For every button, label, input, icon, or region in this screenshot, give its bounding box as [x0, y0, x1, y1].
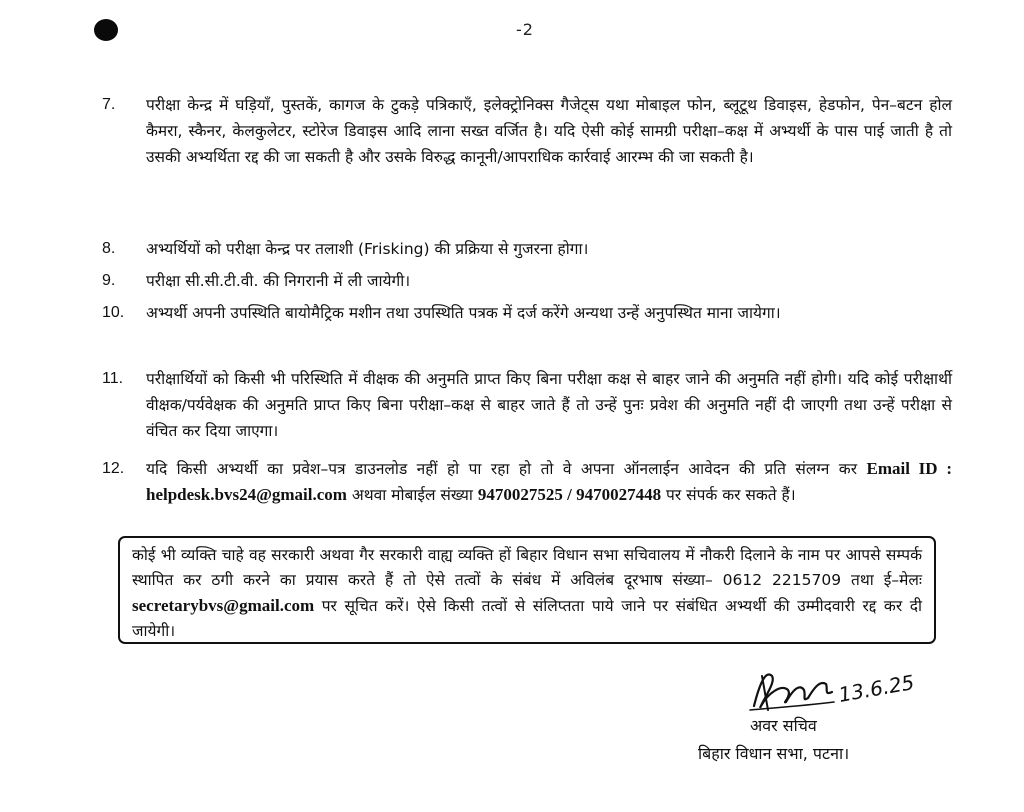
notice-text: पर सूचित करें। ऐसे किसी तत्वों से संलिप्तता पाये जाने पर संबंधित अभ्यर्थी की उम्मीदवारी रद्द कर दी जायेगी। [132, 597, 922, 640]
instruction-item [102, 236, 952, 262]
signature-block [698, 662, 938, 772]
instruction-item [102, 366, 952, 444]
page-number: -2 [516, 20, 534, 39]
item-number: 8. [102, 240, 116, 257]
secretary-email: secretarybvs@gmail.com [132, 596, 315, 615]
warning-notice-box [118, 536, 936, 644]
signatory-office: बिहार विधान सभा, पटना। [698, 744, 850, 763]
item-text: परीक्षा केन्द्र में घड़ियाँ, पुस्तकें, कागज के टुकड़े पत्रिकाएँ, इलेक्ट्रोनिक्स गैजेट्स यथा मोबाइल फोन, ब्लूटूथ डिवाइस, हेडफोन, पेन–बटन होल कैमरा, स्कैनर, केलकुलेटर, स्टोरेज डिवाइस आदि लाना सख्त वर्जित है। यदि ऐसी कोई सामग्री परीक्षा–कक्ष में अभ्यर्थी के पास पाई जाती है तो उसकी अभ्यर्थिता रद्द की जा सकती है और उसके विरुद्ध कानूनी/आपराधिक कार्रवाई आरम्भ की जा सकती है। [146, 96, 952, 166]
signatory-designation: अवर सचिव [750, 716, 817, 735]
instruction-item [102, 300, 952, 326]
instruction-item [102, 456, 952, 508]
item-text: परीक्षार्थियों को किसी भी परिस्थिति में वीक्षक की अनुमति प्राप्त किए बिना परीक्षा कक्ष से बाहर जाने की अनुमति नहीं होगी। यदि कोई परीक्षार्थी वीक्षक/पर्यवेक्षक की अनुमति प्राप्त किए बिना परीक्षा–कक्ष से बाहर जाते हैं तो उन्हें पुनः प्रवेश की अनुमति नहीं दी जाएगी तथा उन्हें परीक्षा से वंचित कर दिया जाएगा। [146, 370, 952, 440]
item-text: परीक्षा सी.सी.टी.वी. की निगरानी में ली जायेगी। [146, 272, 411, 290]
item-number: 7. [102, 96, 116, 113]
signature-date: 13.6.25 [836, 670, 917, 707]
item-text: अभ्यर्थी अपनी उपस्थिति बायोमैट्रिक मशीन तथा उपस्थिति पत्रक में दर्ज करेंगे अन्यथा उन्हें अनुपस्थित माना जायेगा। [146, 304, 781, 322]
item-text-part: यदि किसी अभ्यर्थी का प्रवेश–पत्र डाउनलोड नहीं हो पा रहा हो तो वे अपना ऑनलाईन आवेदन की प्रति संलग्न कर [146, 460, 867, 478]
helpdesk-email: Email ID : helpdesk.bvs24@gmail.com [146, 459, 952, 504]
item-text: अभ्यर्थियों को परीक्षा केन्द्र पर तलाशी (Frisking) की प्रक्रिया से गुजरना होगा। [146, 240, 589, 258]
helpdesk-phone-numbers: 9470027525 / 9470027448 [477, 485, 662, 504]
instruction-item [102, 92, 952, 170]
item-number: 12. [102, 460, 125, 477]
notice-text: कोई भी व्यक्ति चाहे वह सरकारी अथवा गैर सरकारी वाह्य व्यक्ति हों बिहार विधान सभा सचिवालय में नौकरी दिलाने के नाम पर आपसे सम्पर्क स्थापित कर ठगी करने का प्रयास करते हैं तो ऐसे तत्वों के संबंध में अविलंब दूरभाष संख्या– 0612 2215709 तथा ई–मेलः [132, 546, 922, 589]
punch-hole-mark [94, 19, 118, 41]
item-number: 11. [102, 370, 124, 387]
item-number: 9. [102, 272, 116, 289]
item-text-part: पर संपर्क कर सकते हैं। [661, 486, 796, 504]
item-text [146, 456, 952, 508]
item-text-part: अथवा मोबाईल संख्या [346, 486, 478, 504]
item-number: 10. [102, 304, 125, 321]
instruction-item [102, 268, 952, 294]
handwritten-signature [742, 662, 932, 722]
